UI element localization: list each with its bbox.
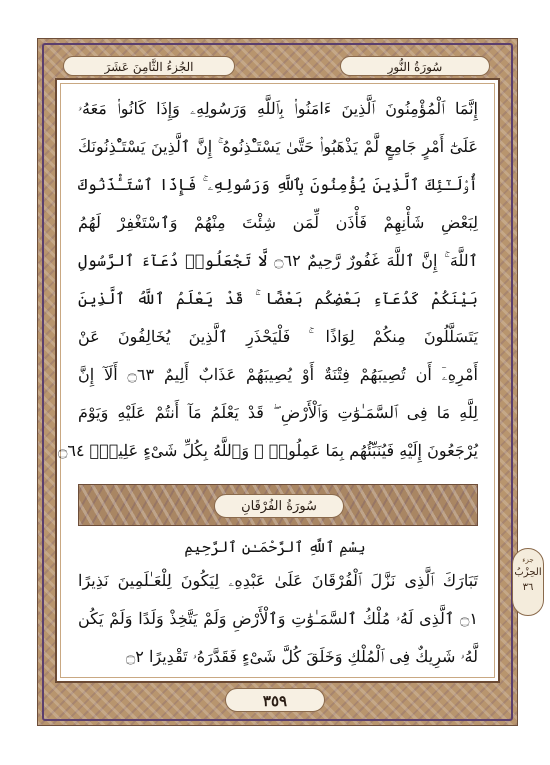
hizb-marker-number: ٣٦ [522,582,534,593]
verse-line: ٱللَّهَ ۚ إِنَّ ٱللَّهَ غَفُورٌ رَّحِيمٌ ۝٦٢ لَّا تَجْعَلُوا۟ دُعَآءَ ٱلرَّسُولِ [78,251,478,270]
verse-line: يَتَسَلَّلُونَ مِنكُمْ لِوَاذًا ۚ فَلْيَحْذَرِ ٱلَّذِينَ يُخَالِفُونَ عَنْ [78,327,479,346]
hizb-marker-label: جزء [522,556,534,564]
verse-line: ۝١ ٱلَّذِى لَهُۥ مُلْكُ ٱلسَّمَـٰوَٰتِ وَٱلْأَرْضِ وَلَمْ يَتَّخِذْ وَلَدًا وَلَمْ يَكُن [78,609,478,628]
verse-line: بَيْنَكُمْ كَدُعَآءِ بَعْضِكُم بَعْضًا ۚ قَدْ يَعْلَمُ ٱللَّهُ ٱلَّذِينَ [78,289,478,308]
juz-header: الجُزءُ الثَّامِنَ عَشَرَ [63,56,235,76]
verse-line: أَمْرِهِۦٓ أَن تُصِيبَهُمْ فِتْنَةٌ أَوْ يُصِيبَهُمْ عَذَابٌ أَلِيمٌ ۝٦٣ أَلَآ إِنَّ [78,365,479,384]
verses-bottom-block [78,562,478,676]
verse-line: أُو۟لَـٰٓئِكَ ٱلَّذِينَ يُؤْمِنُونَ بِٱللَّهِ وَرَسُولِهِۦ ۚ فَإِذَا ٱسْتَـْٔذَنُوكَ [78,175,478,194]
page-number: ٣٥٩ [225,688,325,712]
verse-line: إِنَّمَا ٱلْمُؤْمِنُونَ ٱلَّذِينَ ءَامَنُوا۟ بِٱللَّهِ وَرَسُولِهِۦ وَإِذَا كَانُوا۟ مَعَهُۥ [78,99,478,118]
verse-line: لَّهُۥ شَرِيكٌ فِى ٱلْمُلْكِ وَخَلَقَ كُلَّ شَىْءٍ فَقَدَّرَهُۥ تَقْدِيرًا ۝٢ [125,647,478,666]
verses-top-block [57,90,479,470]
verse-line: تَبَارَكَ ٱلَّذِى نَزَّلَ ٱلْفُرْقَانَ عَلَىٰ عَبْدِهِۦ لِيَكُونَ لِلْعَـٰلَمِينَ نَذِيرًا [78,571,478,590]
hizb-side-marker [512,548,544,616]
verse-line: لِبَعْضِ شَأْنِهِمْ فَأْذَن لِّمَن شِئْتَ مِنْهُمْ وَٱسْتَغْفِرْ لَهُمُ [78,213,478,232]
surah-header: سُورَةُ النُّورِ [340,56,490,76]
verse-line: عَلَىٰٓ أَمْرٍ جَامِعٍ لَّمْ يَذْهَبُوا۟ حَتَّىٰ يَسْتَـْٔذِنُوهُ ۚ إِنَّ ٱلَّذِينَ يَسْتَـْٔذِنُونَكَ [78,137,478,156]
surah-banner-title: سُورَةُ الفُرْقَانِ [214,494,344,518]
surah-banner [78,484,478,526]
verse-line: لِلَّهِ مَا فِى ٱلسَّمَـٰوَٰتِ وَٱلْأَرْضِ ۖ قَدْ يَعْلَمُ مَآ أَنتُمْ عَلَيْهِ وَيَوْمَ [78,403,478,422]
basmala: بِسْمِ ٱللَّهِ ٱلرَّحْمَـٰنِ ٱلرَّحِيمِ [184,538,366,556]
verse-line: يُرْجَعُونَ إِلَيْهِ فَيُنَبِّئُهُم بِمَا عَمِلُوا۟ ۗ وَٱللَّهُ بِكُلِّ شَىْءٍ عَلِيمٌۢ ۝٦٤ [57,441,478,460]
hizb-marker-title: الحِزْبُ [514,567,542,578]
